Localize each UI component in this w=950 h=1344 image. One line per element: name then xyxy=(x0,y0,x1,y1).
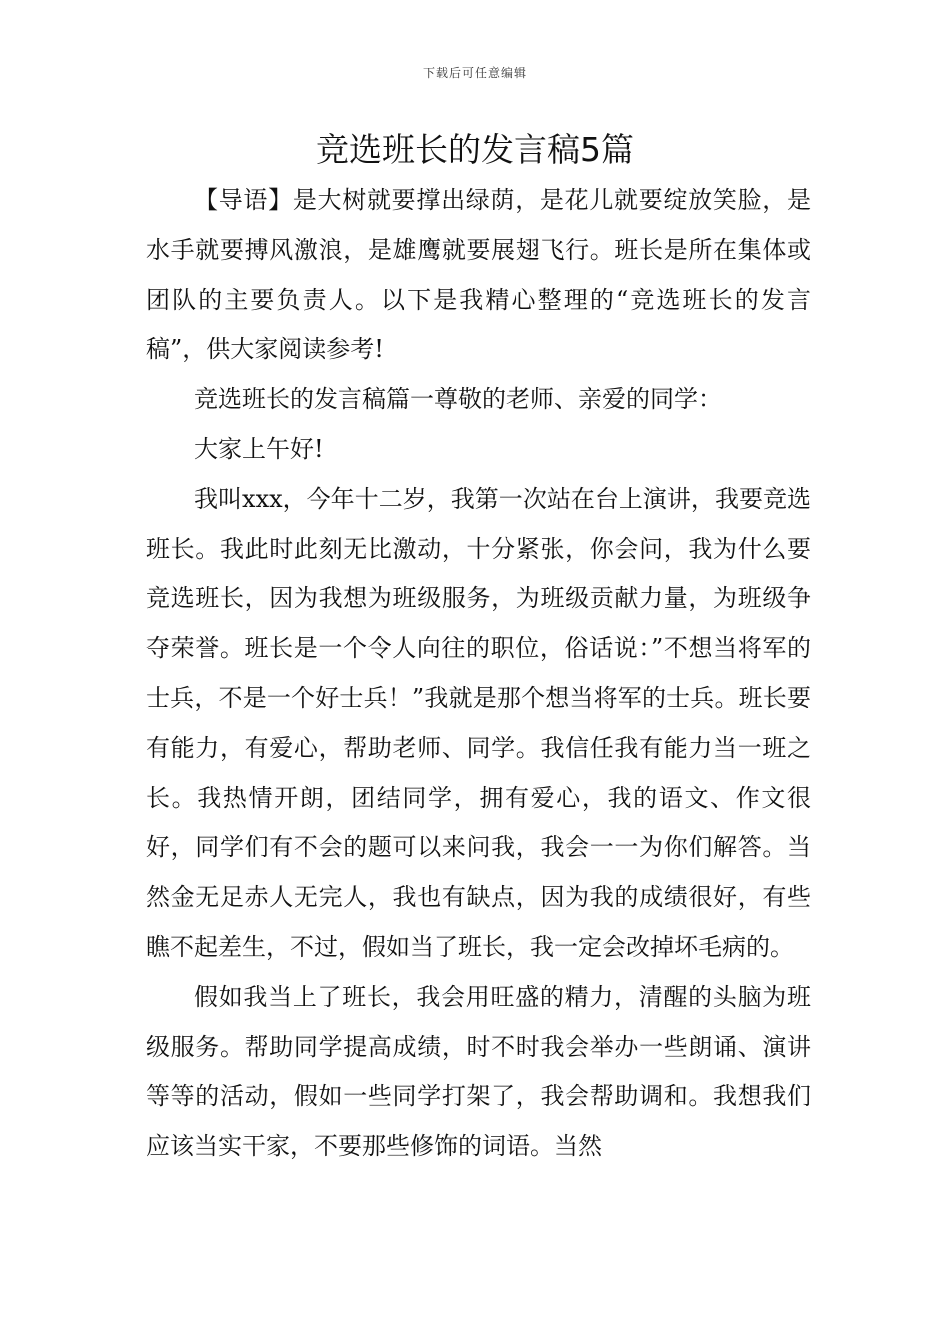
paragraph-intro: 【导语】是大树就要撑出绿荫，是花儿就要绽放笑脸，是水手就要搏风激浪，是雄鹰就要展翅飞行。班长是所在集体或团队的主要负责人。以下是我精心整理的“竞选班长的发言稿”，供大家阅读参考! xyxy=(146,186,811,364)
document-body xyxy=(146,176,811,1172)
paragraph-salutation: 竞选班长的发言稿篇一尊敬的老师、亲爱的同学： xyxy=(194,385,722,414)
paragraph-greeting: 大家上午好! xyxy=(194,434,324,463)
document-title: 竞选班长的发言稿5篇 xyxy=(316,130,634,169)
paragraph-plan: 假如我当上了班长，我会用旺盛的精力，清醒的头脑为班级服务。帮助同学提高成绩，时不时我会举办一些朗诵、演讲等等的活动，假如一些同学打架了，我会帮助调和。我想我们应该当实干家，不要那些修饰的词语。当然 xyxy=(146,982,811,1161)
page-header: 下载后可任意编辑 xyxy=(422,66,527,80)
paragraph-self-introduction: 我叫xxx，今年十二岁，我第一次站在台上演讲，我要竞选班长。我此时此刻无比激动，十分紧张，你会问，我为什么要竞选班长，因为我想为班级服务，为班级贡献力量，为班级争夺荣誉。班长是一个令人向往的职位，俗话说：”不想当将军的士兵，不是一个好士兵！”我就是那个想当将军的士兵。班长要有能力，有爱心，帮助老师、同学。我信任我有能力当一班之长。我热情开朗，团结同学，拥有爱心，我的语文、作文很好，同学们有不会的题可以来问我，我会一一为你们解答。当然金无足赤人无完人，我也有缺点，因为我的成绩很好，有些瞧不起差生，不过，假如当了班长，我一定会改掉坏毛病的。 xyxy=(146,484,811,961)
